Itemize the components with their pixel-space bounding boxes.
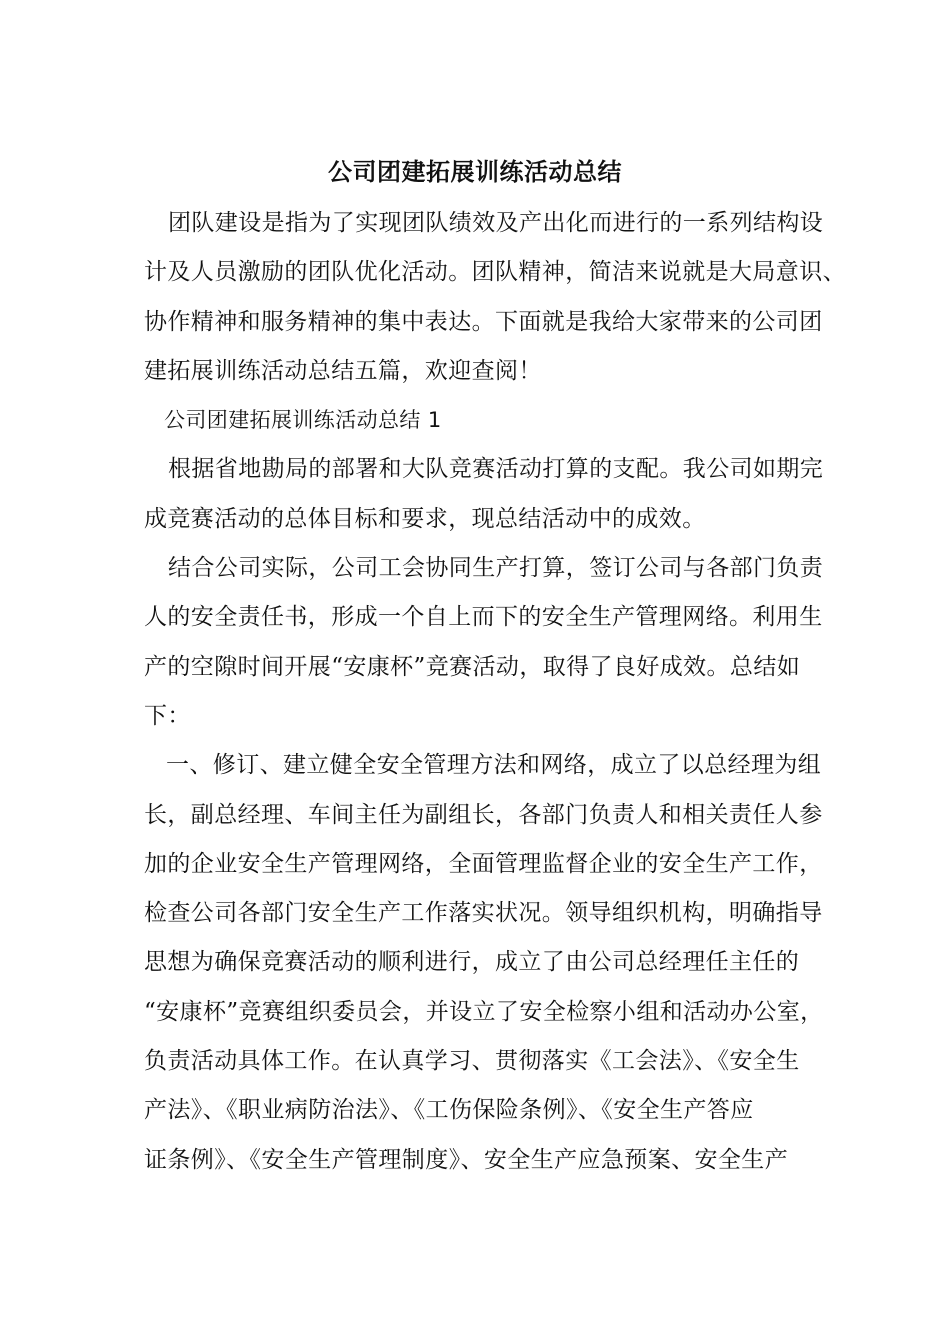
paragraph-line: 协作精神和服务精神的集中表达。下面就是我给大家带来的公司团 <box>144 308 823 335</box>
paragraph-line: 负责活动具体工作。在认真学习、贯彻落实《工会法》、《安全生 <box>144 1048 800 1075</box>
paragraph-line: 证条例》、《安全生产管理制度》、安全生产应急预案、安全生产 <box>144 1146 789 1173</box>
paragraph-line: 根据省地勘局的部署和大队竞赛活动打算的支配。我公司如期完 <box>168 456 824 483</box>
paragraph-line: 建拓展训练活动总结五篇，欢迎查阅！ <box>144 357 542 384</box>
paragraph-line: 长，副总经理、车间主任为副组长，各部门负责人和相关责任人参 <box>144 801 823 828</box>
paragraph-line: 加的企业安全生产管理网络，全面管理监督企业的安全生产工作， <box>144 850 823 877</box>
paragraph-line: 成竞赛活动的总体目标和要求，现总结活动中的成效。 <box>144 505 706 532</box>
paragraph-line: 产法》、《职业病防治法》、《工伤保险条例》、《安全生产答应 <box>144 1097 754 1124</box>
document-body <box>144 199 846 1185</box>
paragraph-line: 结合公司实际，公司工会协同生产打算，签订公司与各部门负责 <box>168 555 824 582</box>
section-heading: 公司团建拓展训练活动总结 1 <box>164 408 442 433</box>
paragraph-line: 一、修订、建立健全安全管理方法和网络，成立了以总经理为组 <box>166 752 822 779</box>
paragraph-line: 检查公司各部门安全生产工作落实状况。领导组织机构，明确指导 <box>144 900 823 927</box>
paragraph-line: 思想为确保竞赛活动的顺利进行，成立了由公司总经理任主任的 <box>144 949 800 976</box>
paragraph-line: 下： <box>144 702 191 729</box>
paragraph-line: 团队建设是指为了实现团队绩效及产出化而进行的一系列结构设 <box>168 210 824 236</box>
document-title: 公司团建拓展训练活动总结 <box>328 157 622 186</box>
paragraph-line: “安康杯”竞赛组织委员会，并设立了安全检察小组和活动办公室， <box>144 998 824 1025</box>
paragraph-line: 产的空隙时间开展“安康杯”竞赛活动，取得了良好成效。总结如 <box>144 653 801 680</box>
paragraph-line: 计及人员激励的团队优化活动。团队精神，简洁来说就是大局意识、 <box>144 259 846 286</box>
paragraph-line: 人的安全责任书，形成一个自上而下的安全生产管理网络。利用生 <box>144 604 823 631</box>
